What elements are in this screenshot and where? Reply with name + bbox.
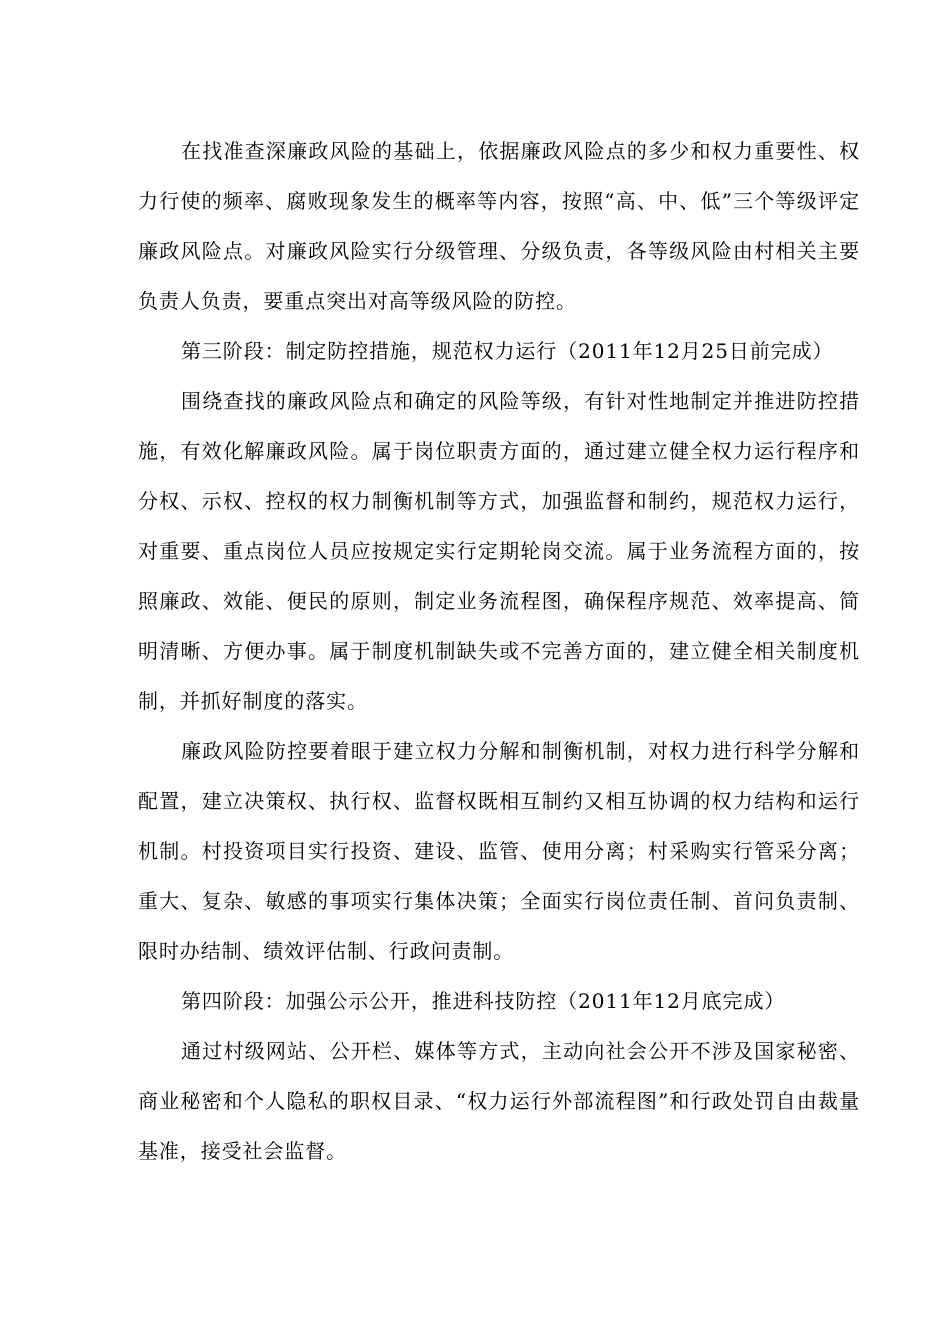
paragraph-public-disclosure: 通过村级网站、公开栏、媒体等方式，主动向社会公开不涉及国家秘密、商业秘密和个人隐私的职权目录、“权力运行外部流程图”和行政处罚自由裁量基准，接受社会监督。 (138, 1039, 860, 1163)
heading-stage-three: 第三阶段：制定防控措施，规范权力运行（2011年12月25日前完成） (181, 339, 834, 363)
document-page (138, 126, 860, 1176)
paragraph-risk-grading: 在找准查深廉政风险的基础上，依据廉政风险点的多少和权力重要性、权力行使的频率、腐败现象发生的概率等内容，按照“高、中、低”三个等级评定廉政风险点。对廉政风险实行分级管理、分级负责，各等级风险由村相关主要负责人负责，要重点突出对高等级风险的防控。 (138, 139, 860, 313)
heading-stage-four: 第四阶段：加强公示公开，推进科技防控（2011年12月底完成） (181, 989, 786, 1013)
paragraph-prevention-measures: 围绕查找的廉政风险点和确定的风险等级，有针对性地制定并推进防控措施，有效化解廉政风险。属于岗位职责方面的，通过建立健全权力运行程序和分权、示权、控权的权力制衡机制等方式，加强监督和制约，规范权力运行，对重要、重点岗位人员应按规定实行定期轮岗交流。属于业务流程方面的，按照廉政、效能、便民的原则，制定业务流程图，确保程序规范、效率提高、简明清晰、方便办事。属于制度机制缺失或不完善方面的，建立健全相关制度机制，并抓好制度的落实。 (138, 389, 860, 713)
paragraph-power-balance: 廉政风险防控要着眼于建立权力分解和制衡机制，对权力进行科学分解和配置，建立决策权、执行权、监督权既相互制约又相互协调的权力结构和运行机制。村投资项目实行投资、建设、监管、使用分离；村采购实行管采分离；重大、复杂、敏感的事项实行集体决策；全面实行岗位责任制、首问负责制、限时办结制、绩效评估制、行政问责制。 (138, 739, 860, 963)
